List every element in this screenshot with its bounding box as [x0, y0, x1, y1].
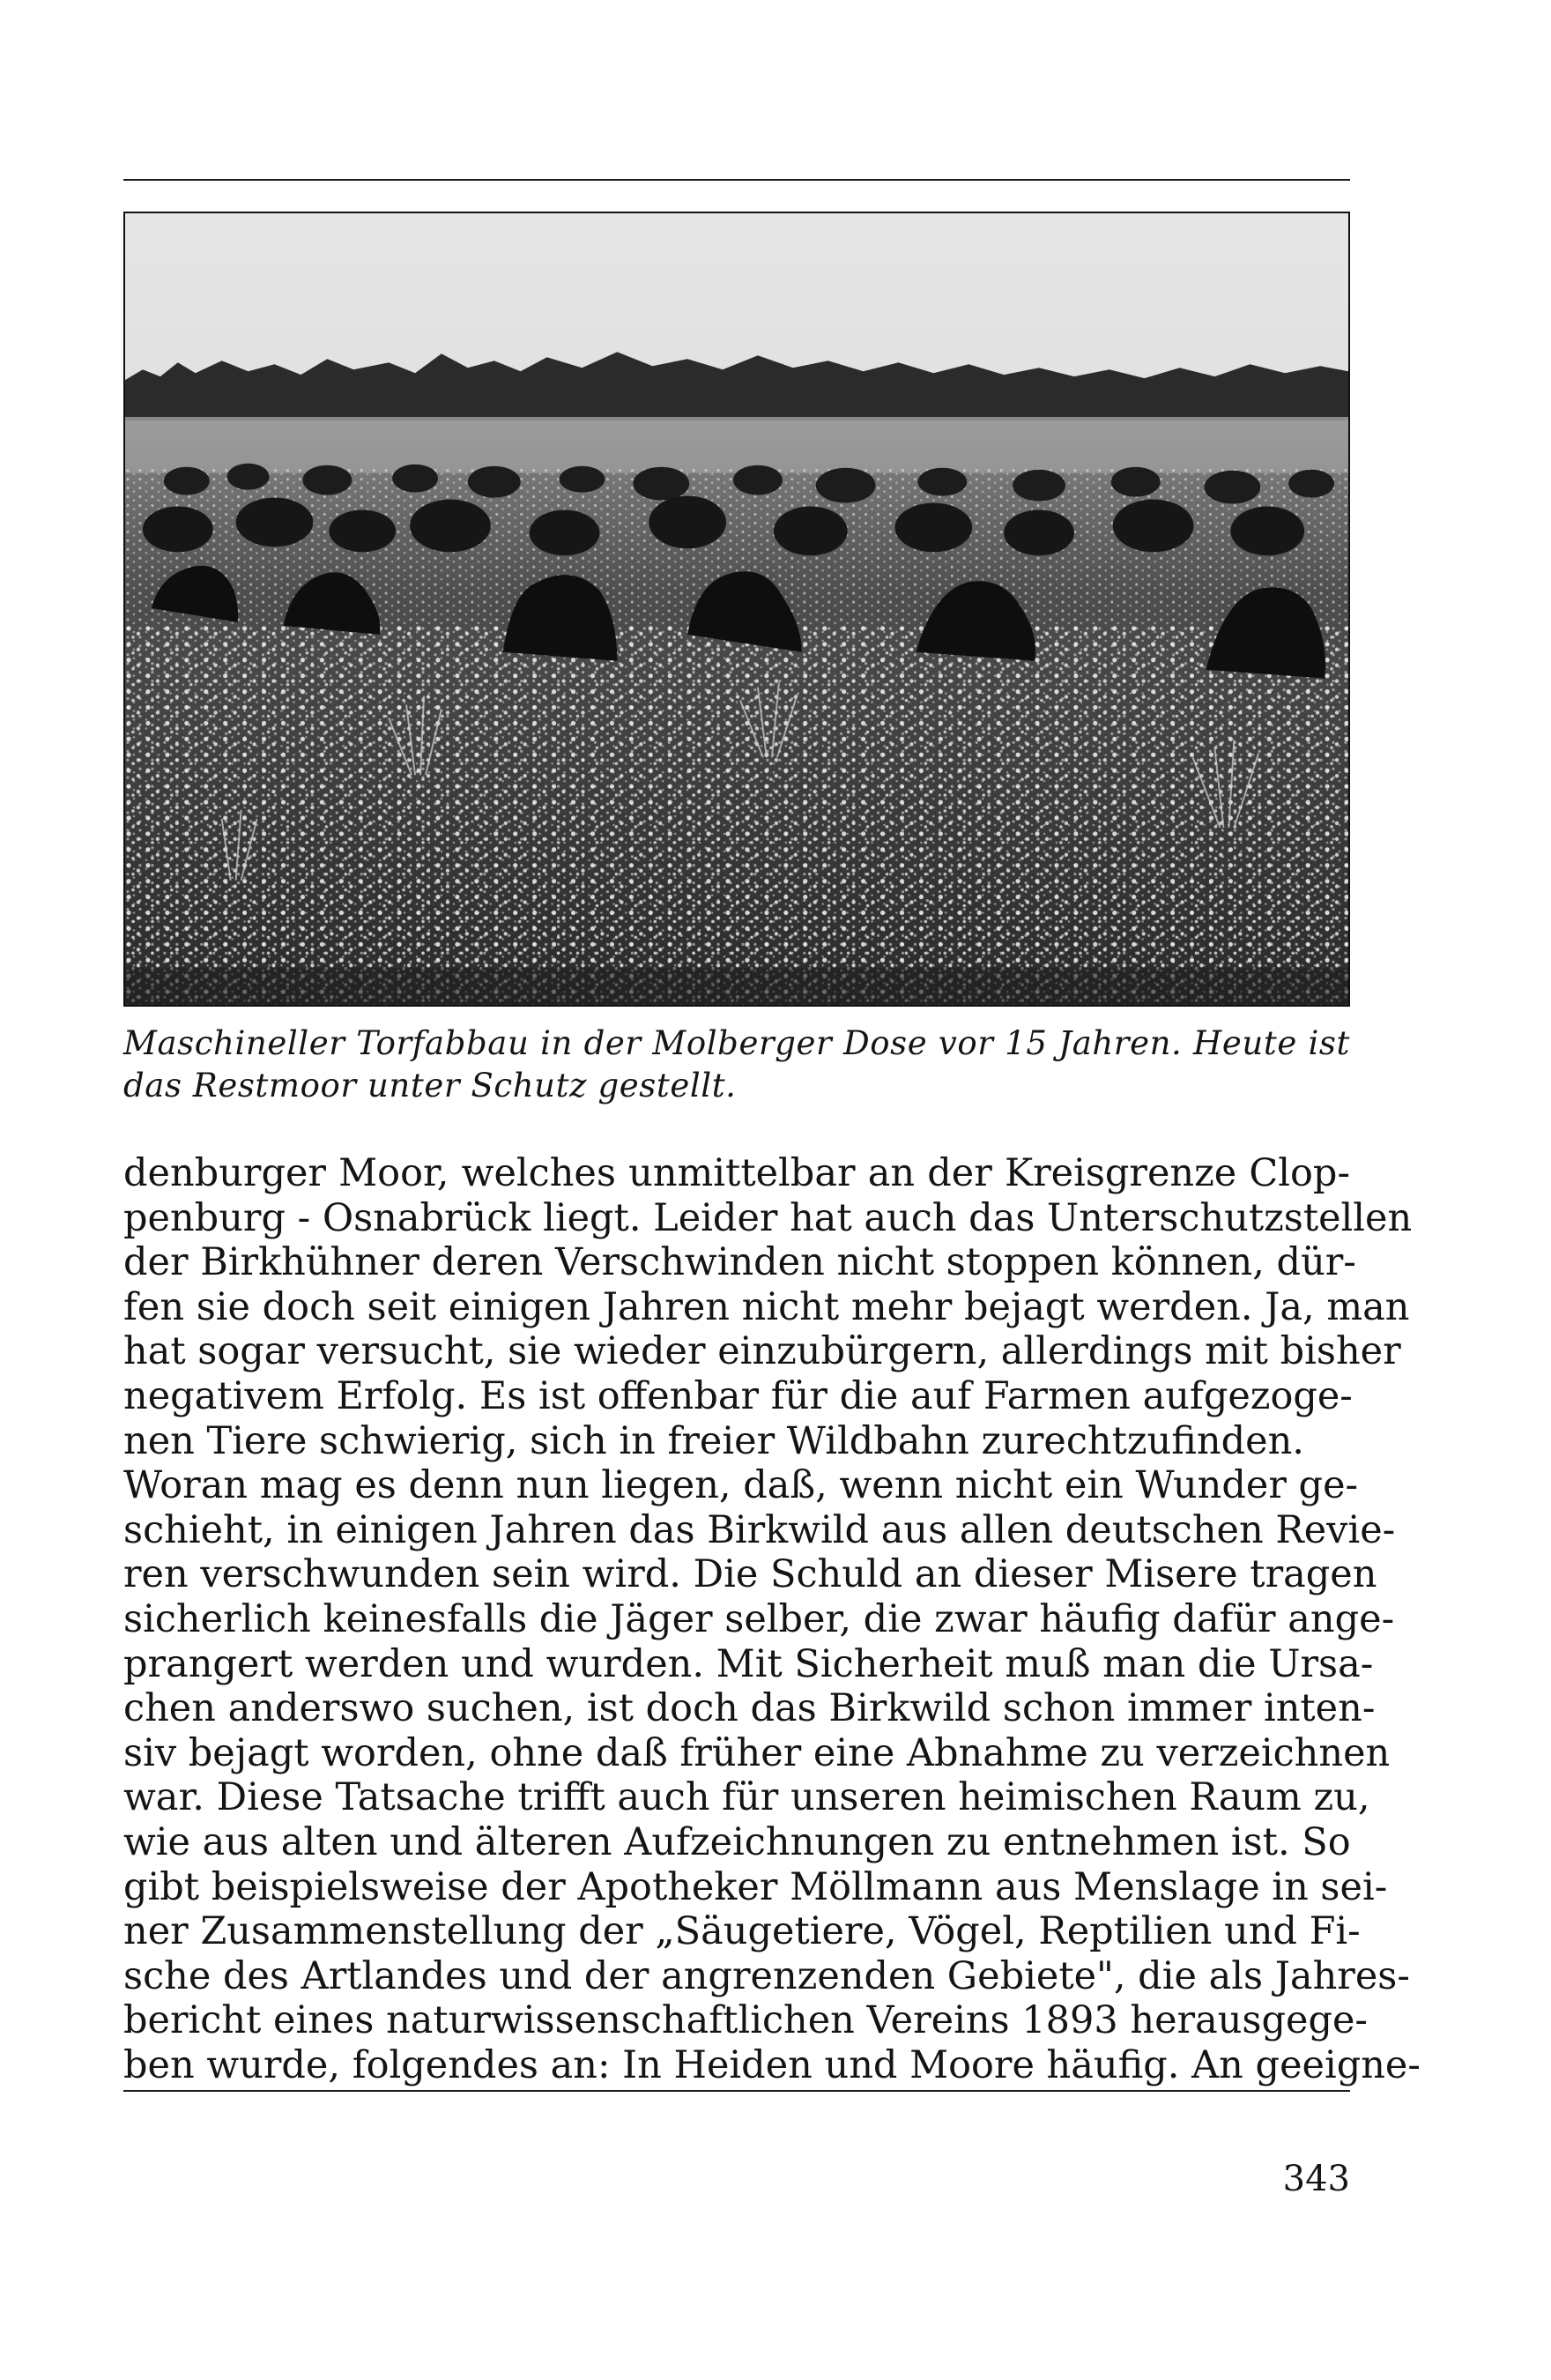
text-line: wie aus alten und älteren Aufzeichnungen zu entnehmen ist. So	[123, 1819, 1351, 1864]
text-line: siv bejagt worden, ohne daß früher eine Abnahme zu verzeichnen	[123, 1730, 1391, 1775]
text-line: nen Tiere schwierig, sich in freier Wildbahn zurechtzufinden.	[123, 1418, 1304, 1463]
caption-line-1: Maschineller Torfabbau in der Molberger Dose vor 15 Jahren. Heute ist	[123, 1024, 1350, 1062]
text-line: hat sogar versucht, sie wieder einzubürgern, allerdings mit bisher	[123, 1329, 1401, 1374]
text-line: chen anderswo suchen, ist doch das Birkwild schon immer inten-	[123, 1686, 1376, 1731]
text-line: negativem Erfolg. Es ist offenbar für die auf Farmen aufgezoge-	[123, 1373, 1353, 1418]
body-text	[123, 1151, 1421, 2087]
photo-caption	[123, 1023, 1350, 1107]
text-line: sicherlich keinesfalls die Jäger selber, die zwar häufig dafür ange-	[123, 1596, 1395, 1641]
moor-photo	[123, 212, 1350, 1007]
page-number: 343	[1282, 2159, 1350, 2199]
text-line: ben wurde, folgendes an: In Heiden und Moore häufig. An geeigne-	[123, 2042, 1421, 2087]
text-line: gibt beispielsweise der Apotheker Möllmann aus Menslage in sei-	[123, 1864, 1388, 1909]
text-line: bericht eines naturwissenschaftlichen Vereins 1893 herausgege-	[123, 1998, 1368, 2043]
text-line: sche des Artlandes und der angrenzenden Gebiete", die als Jahres-	[123, 1953, 1410, 1998]
text-line: denburger Moor, welches unmittelbar an der Kreisgrenze Clop-	[123, 1151, 1350, 1195]
text-line: schieht, in einigen Jahren das Birkwild aus allen deutschen Revie-	[123, 1507, 1396, 1552]
text-line: der Birkhühner deren Verschwinden nicht stoppen können, dür-	[123, 1240, 1356, 1285]
text-line: war. Diese Tatsache trifft auch für unseren heimischen Raum zu,	[123, 1775, 1370, 1820]
bottom-rule	[123, 2090, 1350, 2092]
caption-line-2: das Restmoor unter Schutz gestellt.	[123, 1067, 737, 1104]
text-line: Woran mag es denn nun liegen, daß, wenn nicht ein Wunder ge-	[123, 1463, 1359, 1508]
text-line: penburg - Osnabrück liegt. Leider hat auch das Unterschutzstellen	[123, 1195, 1413, 1240]
moor-photo-illustration	[125, 213, 1348, 1005]
text-line: fen sie doch seit einigen Jahren nicht mehr bejagt werden. Ja, man	[123, 1284, 1410, 1329]
text-line: prangert werden und wurden. Mit Sicherheit muß man die Ursa-	[123, 1641, 1374, 1686]
text-line: ner Zusammenstellung der „Säugetiere, Vögel, Reptilien und Fi-	[123, 1909, 1361, 1954]
text-line: ren verschwunden sein wird. Die Schuld an dieser Misere tragen	[123, 1552, 1377, 1597]
top-rule	[123, 179, 1350, 181]
